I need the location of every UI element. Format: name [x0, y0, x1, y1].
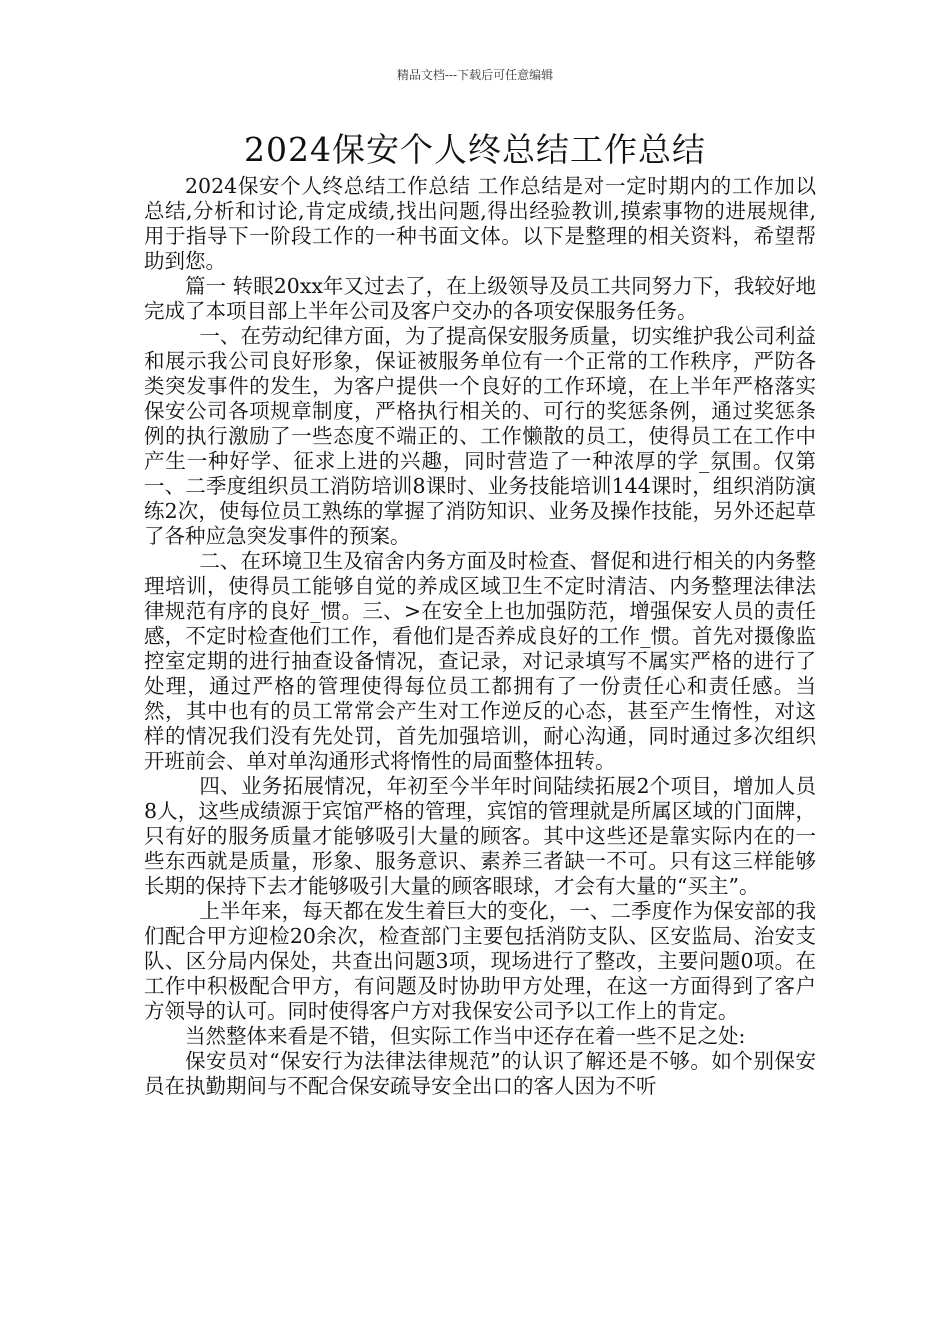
paragraph-half-year-review: 上半年来，每天都在发生着巨大的变化，一、二季度作为保安部的我们配合甲方迎检20余次，检查部门主要包括消防支队、区安监局、治安支队、区分局内保处，共查出问题3项，现场进行了整改，主要问题0项。在工作中积极配合甲方，有问题及时协助甲方处理，在这一方面得到了客户方领导的认可。同时使得客户方对我保安公司予以工作上的肯定。	[144, 899, 816, 1023]
paragraph-labor-discipline: 一、在劳动纪律方面，为了提高保安服务质量，切实维护我公司利益和展示我公司良好形象，保证被服务单位有一个正常的工作秩序，严防各类突发事件的发生，为客户提供一个良好的工作环境，在上半年严格落实保安公司各项规章制度，严格执行相关的、可行的奖惩条例，通过奖惩条例的执行激励了一些态度不端正的、工作懒散的员工，使得员工在工作中产生一种好学、征求上进的兴趣，同时营造了一种浓厚的学_氛围。仅第一、二季度组织员工消防培训8课时、业务技能培训144课时，组织消防演练2次，使每位员工熟练的掌握了消防知识、业务及操作技能，另外还起草了各种应急突发事件的预案。	[144, 324, 816, 548]
document-body	[144, 174, 816, 1099]
paragraph-intro: 2024保安个人终总结工作总结 工作总结是对一定时期内的工作加以总结,分析和讨论,肯定成绩,找出问题,得出经验教训,摸索事物的进展规律,用于指导下一阶段工作的一种书面文体。以下是整理的相关资料，希望帮助到您。	[144, 174, 816, 273]
paragraph-guard-regulations: 保安员对“保安行为法律法律规范”的认识了解还是不够。如个别保安员在执勤期间与不配合保安疏导安全出口的客人因为不听	[144, 1049, 816, 1098]
paragraph-business-expansion: 四、业务拓展情况，年初至今半年时间陆续拓展2个项目，增加人员8人，这些成绩源于宾馆严格的管理，宾馆的管理就是所属区域的门面牌，只有好的服务质量才能够吸引大量的顾客。其中这些还是靠实际内在的一些东西就是质量，形象、服务意识、素养三者缺一不可。只有这三样能够长期的保持下去才能够吸引大量的顾客眼球，才会有大量的“买主”。	[144, 774, 816, 898]
paragraph-part-one: 篇一 转眼20xx年又过去了，在上级领导及员工共同努力下，我较好地完成了本项目部上半年公司及客户交办的各项安保服务任务。	[144, 274, 816, 323]
paragraph-shortcomings: 当然整体来看是不错，但实际工作当中还存在着一些不足之处:	[185, 1024, 746, 1048]
document-title: 2024保安个人终总结工作总结	[244, 130, 706, 169]
paragraph-hygiene-security: 二、在环境卫生及宿舍内务方面及时检查、督促和进行相关的内务整理培训，使得员工能够自觉的养成区域卫生不定时清洁、内务整理法律法律规范有序的良好_惯。三、>在安全上也加强防范，增强保安人员的责任感，不定时检查他们工作，看他们是否养成良好的工作_惯。首先对摄像监控室定期的进行抽查设备情况，查记录，对记录填写不属实严格的进行了处理，通过严格的管理使得每位员工都拥有了一份责任心和责任感。当然，其中也有的员工常常会产生对工作逆反的心态，甚至产生惰性，对这样的情况我们没有先处罚，首先加强培训，耐心沟通，同时通过多次组织开班前会、单对单沟通形式将惰性的局面整体扭转。	[144, 549, 816, 773]
page-header-note: 精品文档---下载后可任意编辑	[396, 68, 554, 82]
